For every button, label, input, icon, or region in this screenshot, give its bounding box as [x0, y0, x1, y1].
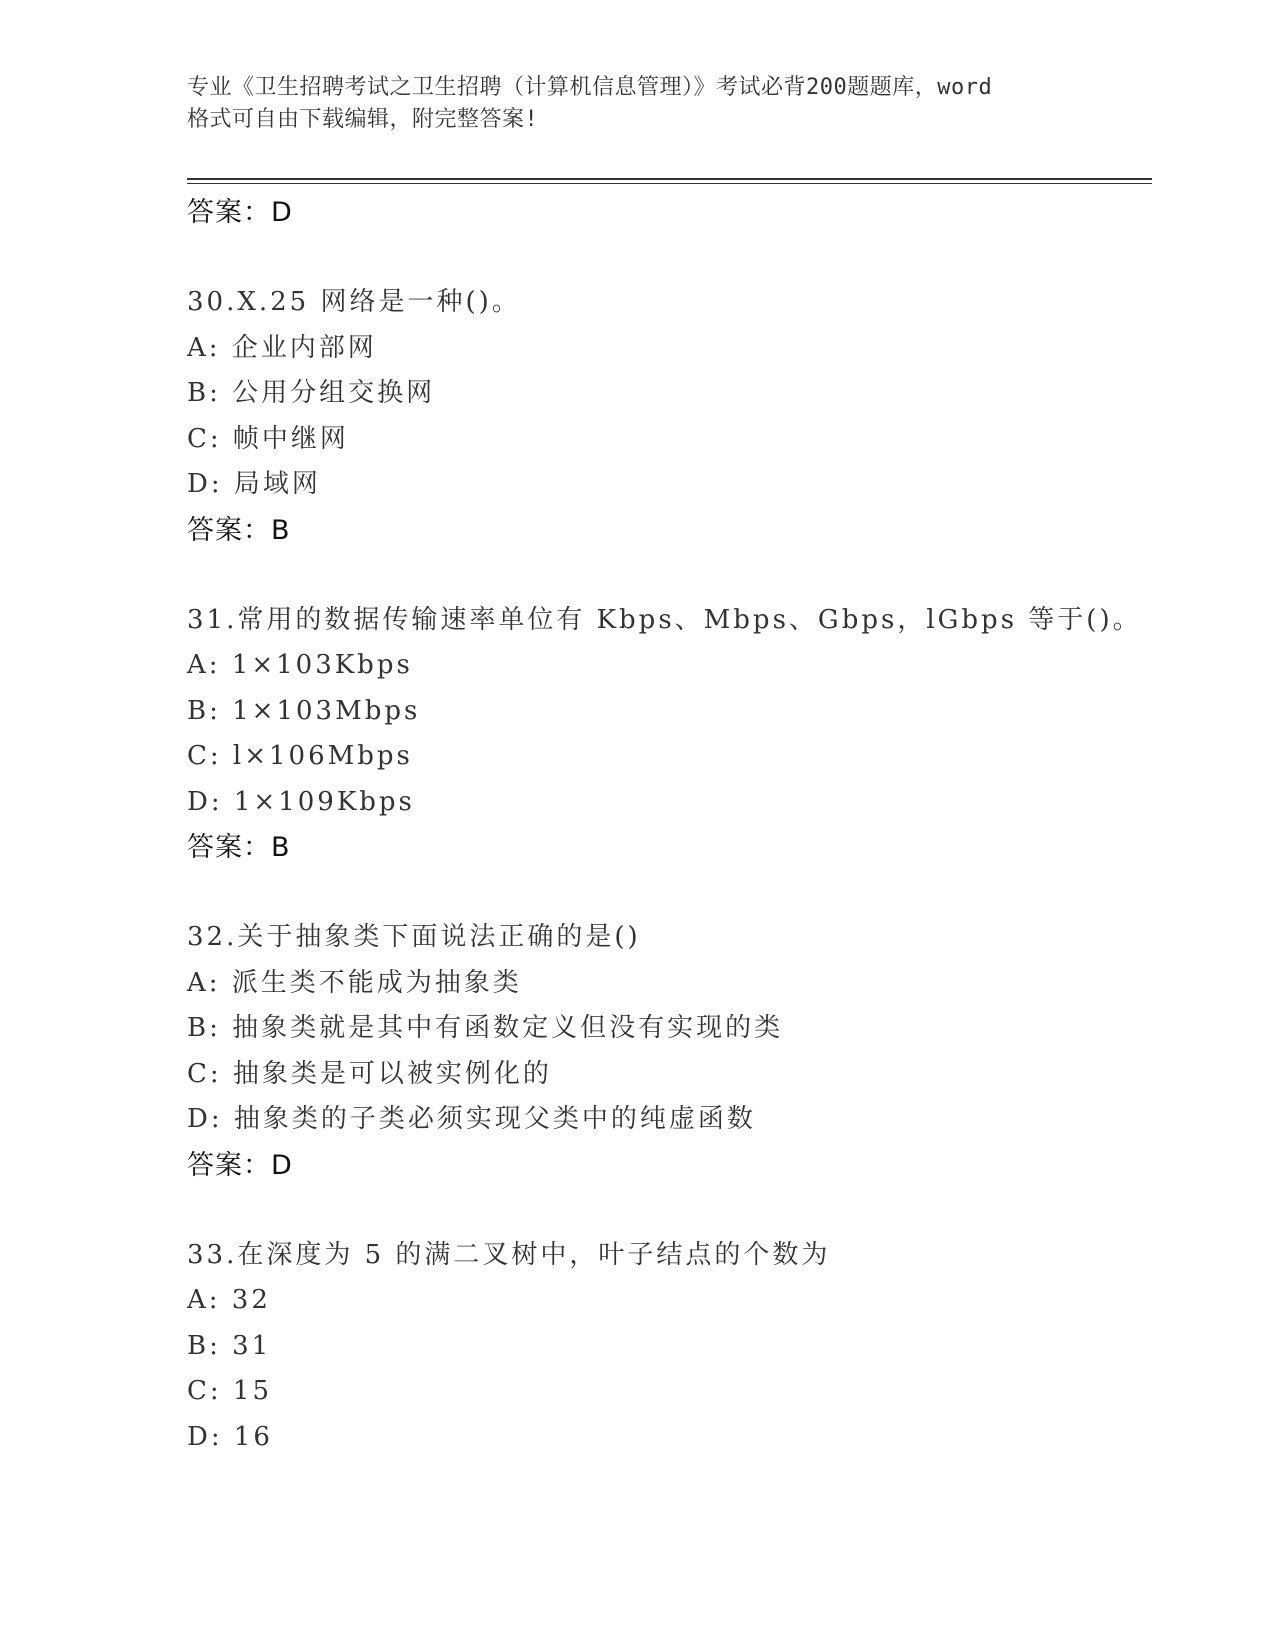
option-c: C: 帧中继网 [187, 423, 349, 454]
page-header [187, 72, 1087, 136]
option-a: A: 32 [187, 1285, 271, 1315]
question-answer: 答案：B [187, 514, 291, 546]
option-c: C: 15 [187, 1376, 273, 1406]
question-answer: 答案：D [187, 1149, 293, 1181]
option-c: C: 抽象类是可以被实例化的 [187, 1058, 552, 1089]
option-d: D: 抽象类的子类必须实现父类中的纯虚函数 [187, 1104, 756, 1134]
option-b: B: 抽象类就是其中有函数定义但没有实现的类 [187, 1013, 784, 1043]
question-list [187, 190, 1152, 1460]
option-d: D: 16 [187, 1421, 273, 1452]
question-31 [187, 598, 1152, 871]
question-33 [187, 1233, 1152, 1461]
header-rule-thin [187, 183, 1152, 184]
previous-question-answer: 答案：D [187, 197, 293, 228]
option-a: A: 企业内部网 [187, 332, 377, 363]
option-b: B: 1×103Mbps [187, 695, 421, 726]
question-30 [187, 280, 1152, 553]
option-b: B: 31 [187, 1330, 272, 1361]
question-32 [187, 915, 1152, 1188]
question-stem: 31.常用的数据传输速率单位有 Kbps、Mbps、Gbps，lGbps 等于()。 [187, 604, 1142, 635]
header-line-2: 格式可自由下载编辑，附完整答案! [187, 107, 539, 132]
question-stem: 30.X.25 网络是一种()。 [187, 287, 521, 317]
option-a: A: 派生类不能成为抽象类 [187, 967, 522, 998]
option-d: D: 局域网 [187, 469, 321, 499]
question-stem: 33.在深度为 5 的满二叉树中，叶子结点的个数为 [187, 1239, 831, 1270]
header-line-1: 专业《卫生招聘考试之卫生招聘（计算机信息管理）》考试必背200题题库，word [187, 75, 993, 100]
option-d: D: 1×109Kbps [187, 786, 415, 817]
option-a: A: 1×103Kbps [187, 650, 413, 680]
option-c: C: l×106Mbps [187, 741, 413, 771]
option-b: B: 公用分组交换网 [187, 378, 436, 408]
question-stem: 32.关于抽象类下面说法正确的是() [187, 922, 641, 952]
header-rule-thick [187, 178, 1152, 180]
question-answer: 答案：B [187, 832, 291, 863]
